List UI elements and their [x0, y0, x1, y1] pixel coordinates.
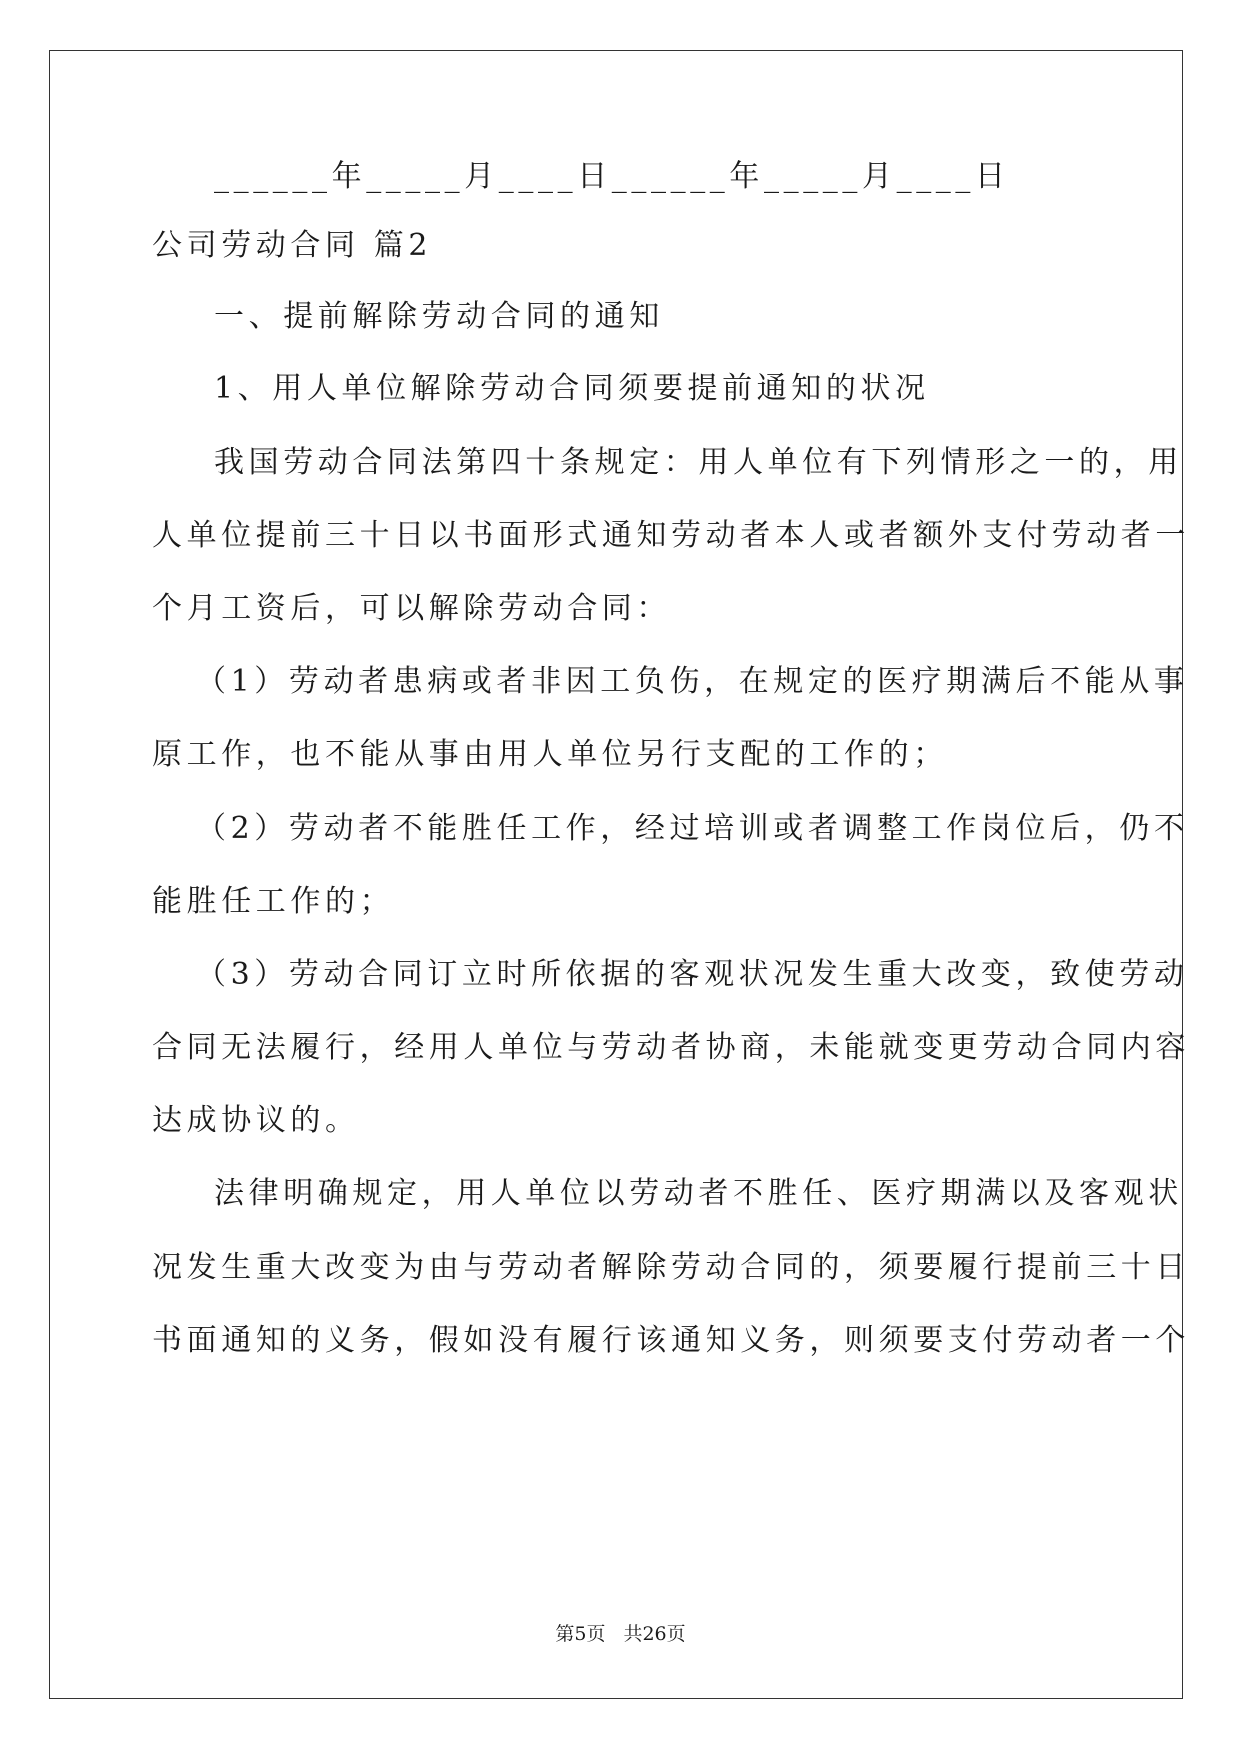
- paragraph-line: （1）劳动者患病或者非因工负伤，在规定的医疗期满后不能从事: [196, 664, 1189, 699]
- paragraph-line: 书面通知的义务，假如没有履行该通知义务，则须要支付劳动者一个: [152, 1323, 1190, 1358]
- paragraph-line: 人单位提前三十日以书面形式通知劳动者本人或者额外支付劳动者一: [152, 518, 1190, 553]
- paragraph-line: 我国劳动合同法第四十条规定：用人单位有下列情形之一的，用: [214, 445, 1183, 480]
- paragraph-line: 原工作，也不能从事由用人单位另行支配的工作的；: [152, 737, 948, 772]
- paragraph-line: 况发生重大改变为由与劳动者解除劳动合同的，须要履行提前三十日: [152, 1250, 1190, 1285]
- page-footer: [0, 1622, 1241, 1646]
- date-line: ______年_____月____日______年_____月____日: [214, 159, 1010, 194]
- heading-advance-notice: 一、提前解除劳动合同的通知: [214, 299, 664, 334]
- page-total: 共26页: [623, 1623, 686, 1645]
- paragraph-line: 达成协议的。: [152, 1103, 360, 1138]
- paragraph-line: 法律明确规定，用人单位以劳动者不胜任、医疗期满以及客观状: [214, 1176, 1183, 1211]
- paragraph-line: （3）劳动合同订立时所依据的客观状况发生重大改变，致使劳动: [196, 957, 1189, 992]
- paragraph-line: 个月工资后，可以解除劳动合同：: [152, 591, 671, 626]
- subheading-employer-notice: 1、用人单位解除劳动合同须要提前通知的状况: [214, 371, 930, 406]
- paragraph-line: 合同无法履行，经用人单位与劳动者协商，未能就变更劳动合同内容: [152, 1030, 1190, 1065]
- page-number: 第5页: [555, 1623, 606, 1645]
- section-title: 公司劳动合同 篇2: [152, 228, 433, 263]
- paragraph-line: 能胜任工作的；: [152, 884, 395, 919]
- paragraph-line: （2）劳动者不能胜任工作，经过培训或者调整工作岗位后，仍不: [196, 811, 1189, 846]
